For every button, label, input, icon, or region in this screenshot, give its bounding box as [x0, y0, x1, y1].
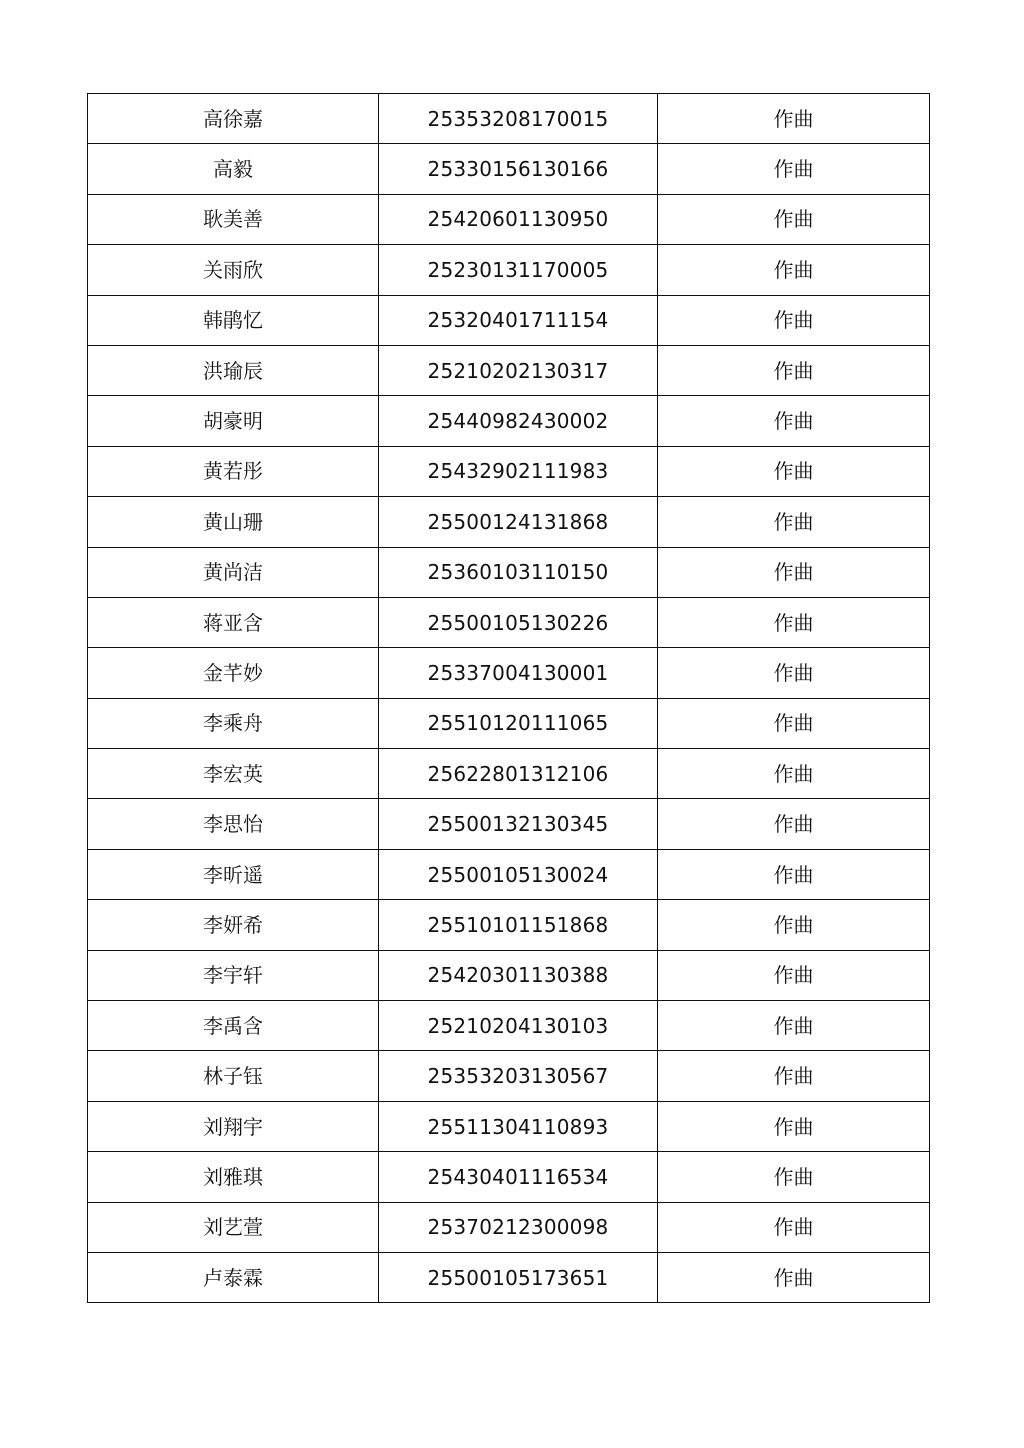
- candidate-major: 作曲: [658, 345, 930, 395]
- table-row: [88, 94, 930, 144]
- candidate-name: 卢泰霖: [88, 1252, 379, 1302]
- candidate-id: 25210204130103: [379, 1001, 658, 1051]
- candidate-id: 25360103110150: [379, 547, 658, 597]
- candidate-name: 黄山珊: [88, 497, 379, 547]
- candidate-major: 作曲: [658, 446, 930, 496]
- candidate-major: 作曲: [658, 1202, 930, 1252]
- table-row: [88, 1101, 930, 1151]
- table-row: [88, 1152, 930, 1202]
- candidate-id: 25440982430002: [379, 396, 658, 446]
- candidate-major: 作曲: [658, 94, 930, 144]
- table-row: [88, 950, 930, 1000]
- table-row: [88, 1202, 930, 1252]
- candidate-major: 作曲: [658, 900, 930, 950]
- table-row: [88, 1051, 930, 1101]
- candidate-name: 韩鹃忆: [88, 295, 379, 345]
- table-row: [88, 648, 930, 698]
- candidate-name: 高毅: [88, 144, 379, 194]
- table-row: [88, 849, 930, 899]
- candidate-name: 关雨欣: [88, 245, 379, 295]
- candidate-name: 林子钰: [88, 1051, 379, 1101]
- candidate-name: 李宇轩: [88, 950, 379, 1000]
- candidate-major: 作曲: [658, 849, 930, 899]
- candidate-id: 25330156130166: [379, 144, 658, 194]
- candidate-id: 25500105173651: [379, 1252, 658, 1302]
- candidate-id: 25430401116534: [379, 1152, 658, 1202]
- table-row: [88, 497, 930, 547]
- candidate-name: 李乘舟: [88, 698, 379, 748]
- candidate-id: 25370212300098: [379, 1202, 658, 1252]
- candidate-major: 作曲: [658, 648, 930, 698]
- candidate-id: 25353203130567: [379, 1051, 658, 1101]
- candidate-id: 25230131170005: [379, 245, 658, 295]
- table-row: [88, 446, 930, 496]
- candidate-major: 作曲: [658, 194, 930, 244]
- candidate-name: 胡豪明: [88, 396, 379, 446]
- candidate-major: 作曲: [658, 547, 930, 597]
- candidate-major: 作曲: [658, 497, 930, 547]
- candidate-major: 作曲: [658, 144, 930, 194]
- candidate-id: 25432902111983: [379, 446, 658, 496]
- table-row: [88, 749, 930, 799]
- candidate-major: 作曲: [658, 1101, 930, 1151]
- candidate-name: 黄尚洁: [88, 547, 379, 597]
- candidate-id: 25510120111065: [379, 698, 658, 748]
- table-row: [88, 698, 930, 748]
- candidate-id: 25420601130950: [379, 194, 658, 244]
- candidate-table: [87, 93, 930, 1303]
- candidate-id: 25622801312106: [379, 749, 658, 799]
- table-row: [88, 1252, 930, 1302]
- table-row: [88, 396, 930, 446]
- candidate-name: 刘艺萱: [88, 1202, 379, 1252]
- candidate-name: 李宏英: [88, 749, 379, 799]
- candidate-major: 作曲: [658, 1001, 930, 1051]
- table-row: [88, 144, 930, 194]
- candidate-name: 李妍希: [88, 900, 379, 950]
- candidate-id: 25420301130388: [379, 950, 658, 1000]
- candidate-name: 蒋亚含: [88, 597, 379, 647]
- candidate-major: 作曲: [658, 950, 930, 1000]
- table-row: [88, 799, 930, 849]
- table-row: [88, 597, 930, 647]
- candidate-table-body: [88, 94, 930, 1303]
- candidate-id: 25337004130001: [379, 648, 658, 698]
- table-row: [88, 900, 930, 950]
- table-row: [88, 194, 930, 244]
- candidate-major: 作曲: [658, 295, 930, 345]
- table-row: [88, 245, 930, 295]
- candidate-id: 25353208170015: [379, 94, 658, 144]
- candidate-major: 作曲: [658, 1252, 930, 1302]
- candidate-id: 25320401711154: [379, 295, 658, 345]
- candidate-name: 洪瑜辰: [88, 345, 379, 395]
- candidate-major: 作曲: [658, 749, 930, 799]
- candidate-major: 作曲: [658, 597, 930, 647]
- candidate-major: 作曲: [658, 799, 930, 849]
- candidate-name: 高徐嘉: [88, 94, 379, 144]
- candidate-id: 25500105130226: [379, 597, 658, 647]
- table-row: [88, 547, 930, 597]
- candidate-id: 25511304110893: [379, 1101, 658, 1151]
- candidate-name: 金芊妙: [88, 648, 379, 698]
- candidate-id: 25510101151868: [379, 900, 658, 950]
- candidate-name: 李思怡: [88, 799, 379, 849]
- candidate-major: 作曲: [658, 245, 930, 295]
- candidate-name: 黄若彤: [88, 446, 379, 496]
- candidate-major: 作曲: [658, 396, 930, 446]
- candidate-name: 李禹含: [88, 1001, 379, 1051]
- candidate-name: 李昕遥: [88, 849, 379, 899]
- candidate-name: 刘雅琪: [88, 1152, 379, 1202]
- table-row: [88, 1001, 930, 1051]
- candidate-id: 25500124131868: [379, 497, 658, 547]
- candidate-id: 25500105130024: [379, 849, 658, 899]
- candidate-major: 作曲: [658, 698, 930, 748]
- table-row: [88, 295, 930, 345]
- candidate-id: 25500132130345: [379, 799, 658, 849]
- candidate-name: 耿美善: [88, 194, 379, 244]
- candidate-id: 25210202130317: [379, 345, 658, 395]
- table-row: [88, 345, 930, 395]
- candidate-major: 作曲: [658, 1051, 930, 1101]
- candidate-name: 刘翔宇: [88, 1101, 379, 1151]
- candidate-major: 作曲: [658, 1152, 930, 1202]
